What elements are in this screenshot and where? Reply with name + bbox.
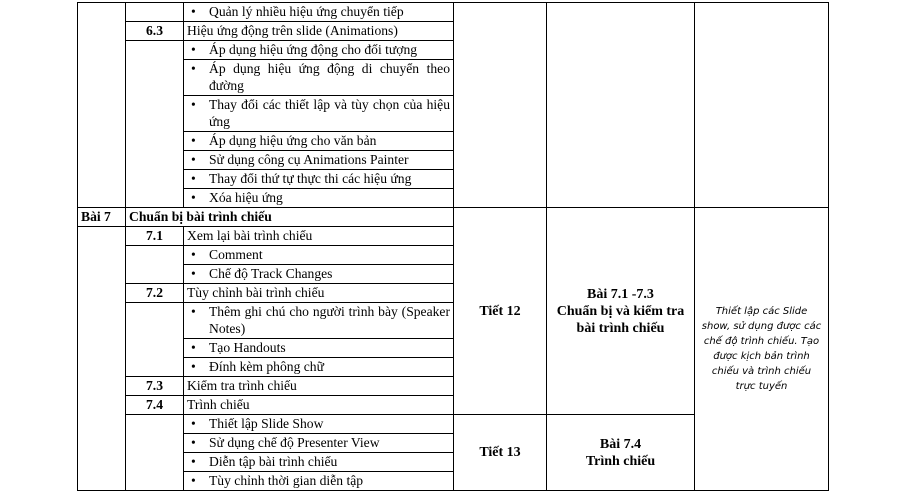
topic-cell: • Thêm ghi chú cho người trình bày (Speaker Notes) <box>184 303 454 339</box>
bullet-icon: • <box>191 61 196 76</box>
section-number: 6.3 <box>126 22 184 41</box>
section-title: Trình chiếu <box>184 396 454 415</box>
topic-cell: • Tùy chỉnh thời gian diễn tập <box>184 472 454 491</box>
bullet-icon: • <box>191 190 196 205</box>
topic-cell: • Áp dụng hiệu ứng động di chuyển theo đường <box>184 60 454 96</box>
section-number: 7.2 <box>126 284 184 303</box>
lesson-7-4-title: Bài 7.4 <box>599 436 642 452</box>
topic-cell: • Diễn tập bài trình chiếu <box>184 453 454 472</box>
bullet-icon: • <box>191 416 196 431</box>
period-tiet-13: Tiết 13 <box>454 415 547 491</box>
section-number-cell <box>126 303 184 377</box>
lesson-7-4-subtitle: Trình chiếu <box>585 453 656 469</box>
bullet-icon: • <box>191 304 196 319</box>
bullet-icon: • <box>191 171 196 186</box>
section-title: Hiệu ứng động trên slide (Animations) <box>184 22 454 41</box>
lesson-7-1-subtitle: Chuẩn bị và kiểm tra bài trình chiếu <box>556 303 685 336</box>
bullet-icon: • <box>191 152 196 167</box>
period-tiet-12: Tiết 12 <box>454 208 547 415</box>
lesson-7-1-title: Bài 7.1 -7.3 <box>587 286 654 302</box>
bullet-icon: • <box>191 473 196 488</box>
topic-cell: • Áp dụng hiệu ứng động cho đối tượng <box>184 41 454 60</box>
lesson-title: Chuẩn bị bài trình chiếu <box>126 208 454 227</box>
lesson-label: Bài 7 <box>78 208 126 227</box>
topic-cell: • Đính kèm phông chữ <box>184 358 454 377</box>
section-number-cell <box>126 41 184 208</box>
bullet-icon: • <box>191 359 196 374</box>
topic-cell: • Chế độ Track Changes <box>184 265 454 284</box>
topic-cell: • Thay đổi thứ tự thực thi các hiệu ứng <box>184 170 454 189</box>
section-number: 7.4 <box>126 396 184 415</box>
bullet-icon: • <box>191 133 196 148</box>
lesson-cell <box>78 227 126 491</box>
objective-cell <box>695 3 829 208</box>
section-title: Kiểm tra trình chiếu <box>184 377 454 396</box>
bullet-icon: • <box>191 266 196 281</box>
period-cell <box>454 3 547 208</box>
section-number-cell <box>126 246 184 284</box>
syllabus-table <box>77 2 829 491</box>
lesson-7-1-7-3 <box>547 208 695 415</box>
topic-cell: • Sử dụng chế độ Presenter View <box>184 434 454 453</box>
bullet-icon: • <box>191 4 196 19</box>
lesson-7-4 <box>547 415 695 491</box>
topic-cell: • Thiết lập Slide Show <box>184 415 454 434</box>
table-row <box>78 208 829 227</box>
section-title: Tùy chỉnh bài trình chiếu <box>184 284 454 303</box>
lesson-name-cell <box>547 3 695 208</box>
topic-cell: • Áp dụng hiệu ứng cho văn bản <box>184 132 454 151</box>
bullet-icon: • <box>191 42 196 57</box>
section-number: 7.1 <box>126 227 184 246</box>
section-number-cell <box>126 3 184 22</box>
topic-cell: • Tạo Handouts <box>184 339 454 358</box>
topic-cell: • Xóa hiệu ứng <box>184 189 454 208</box>
bullet-icon: • <box>191 435 196 450</box>
bullet-icon: • <box>191 454 196 469</box>
topic-cell: • Sử dụng công cụ Animations Painter <box>184 151 454 170</box>
bullet-icon: • <box>191 247 196 262</box>
lesson-cell <box>78 3 126 208</box>
topic-cell: • Comment <box>184 246 454 265</box>
bullet-icon: • <box>191 340 196 355</box>
table-row <box>78 3 829 22</box>
section-number: 7.3 <box>126 377 184 396</box>
bullet-icon: • <box>191 97 196 112</box>
section-title: Xem lại bài trình chiếu <box>184 227 454 246</box>
section-number-cell <box>126 415 184 491</box>
lesson-7-objective-note: Thiết lập các Slide show, sử dụng được các chế độ trình chiếu. Tạo được kịch bản trình chiếu và trình chiếu trực tuyến <box>695 208 829 491</box>
topic-cell: • Thay đổi các thiết lập và tùy chọn của hiệu ứng <box>184 96 454 132</box>
topic-cell: • Quản lý nhiều hiệu ứng chuyển tiếp <box>184 3 454 22</box>
